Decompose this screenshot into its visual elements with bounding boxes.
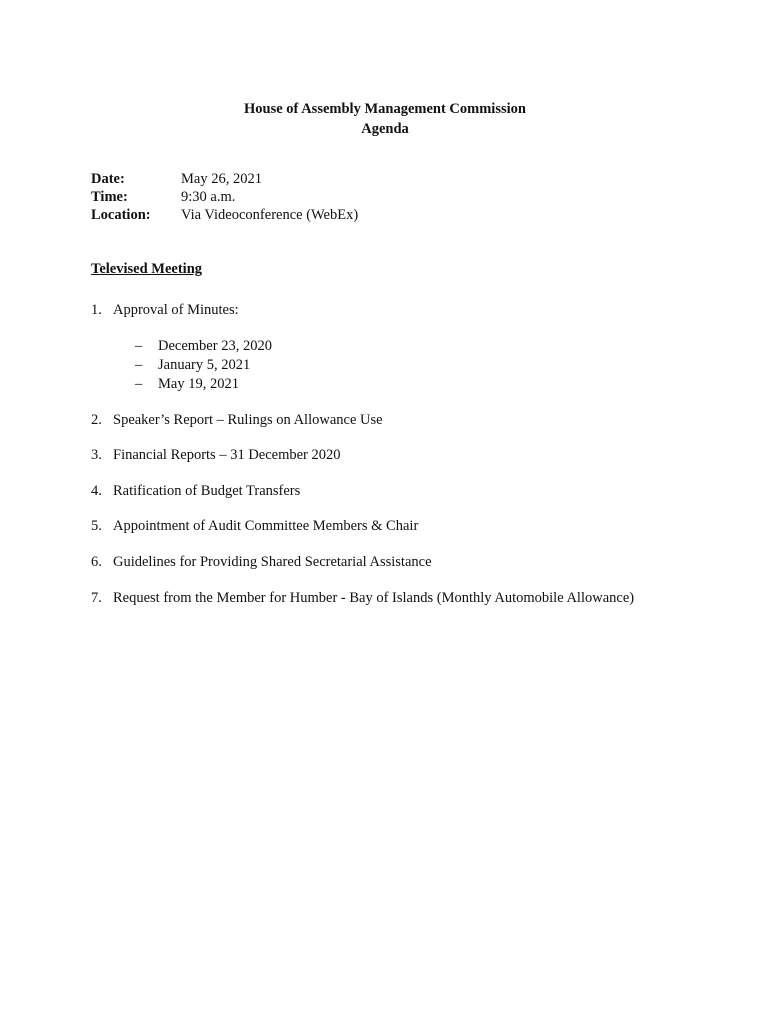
location-value: Via Videoconference (WebEx): [181, 207, 359, 223]
item-number: 1.: [91, 302, 102, 318]
item-number: 2.: [91, 412, 102, 428]
agenda-item: [91, 483, 300, 500]
sublist-text: December 23, 2020: [158, 338, 272, 354]
section-title: Televised Meeting: [91, 261, 203, 277]
time-row: [91, 188, 358, 206]
date-value: May 26, 2021: [181, 171, 262, 187]
item-text: Request from the Member for Humber - Bay of Islands (Monthly Automobile Allowance): [113, 590, 635, 606]
meeting-details: [91, 170, 358, 224]
minutes-sublist: [135, 337, 272, 394]
item-text: Approval of Minutes:: [113, 302, 239, 318]
location-row: [91, 206, 358, 224]
item-text: Speaker’s Report – Rulings on Allowance Use: [113, 412, 383, 428]
item-text: Financial Reports – 31 December 2020: [113, 447, 341, 463]
sublist-text: May 19, 2021: [158, 376, 239, 392]
sublist-item: [135, 337, 272, 356]
item-number: 6.: [91, 554, 102, 570]
agenda-item: [91, 412, 383, 429]
agenda-item: [91, 590, 634, 607]
agenda-item: [91, 447, 341, 464]
document-subtitle: Agenda: [361, 121, 409, 137]
dash-bullet: –: [135, 376, 143, 392]
time-value: 9:30 a.m.: [181, 189, 236, 205]
item-text: Appointment of Audit Committee Members & Chair: [113, 518, 419, 534]
item-number: 5.: [91, 518, 102, 534]
item-text: Ratification of Budget Transfers: [113, 483, 301, 499]
agenda-item: [91, 518, 418, 535]
item-text: Guidelines for Providing Shared Secretarial Assistance: [113, 554, 432, 570]
item-number: 4.: [91, 483, 102, 499]
document-header: [0, 99, 770, 139]
sublist-item: [135, 356, 272, 375]
location-label: Location:: [91, 207, 151, 223]
sublist-item: [135, 375, 272, 394]
sublist-text: January 5, 2021: [158, 357, 251, 373]
agenda-item: [91, 302, 239, 319]
time-label: Time:: [91, 189, 128, 205]
item-number: 3.: [91, 447, 102, 463]
date-label: Date:: [91, 171, 125, 187]
document-title: House of Assembly Management Commission: [244, 101, 526, 117]
dash-bullet: –: [135, 338, 143, 354]
date-row: [91, 170, 358, 188]
item-number: 7.: [91, 590, 102, 606]
dash-bullet: –: [135, 357, 143, 373]
agenda-item: [91, 554, 432, 571]
